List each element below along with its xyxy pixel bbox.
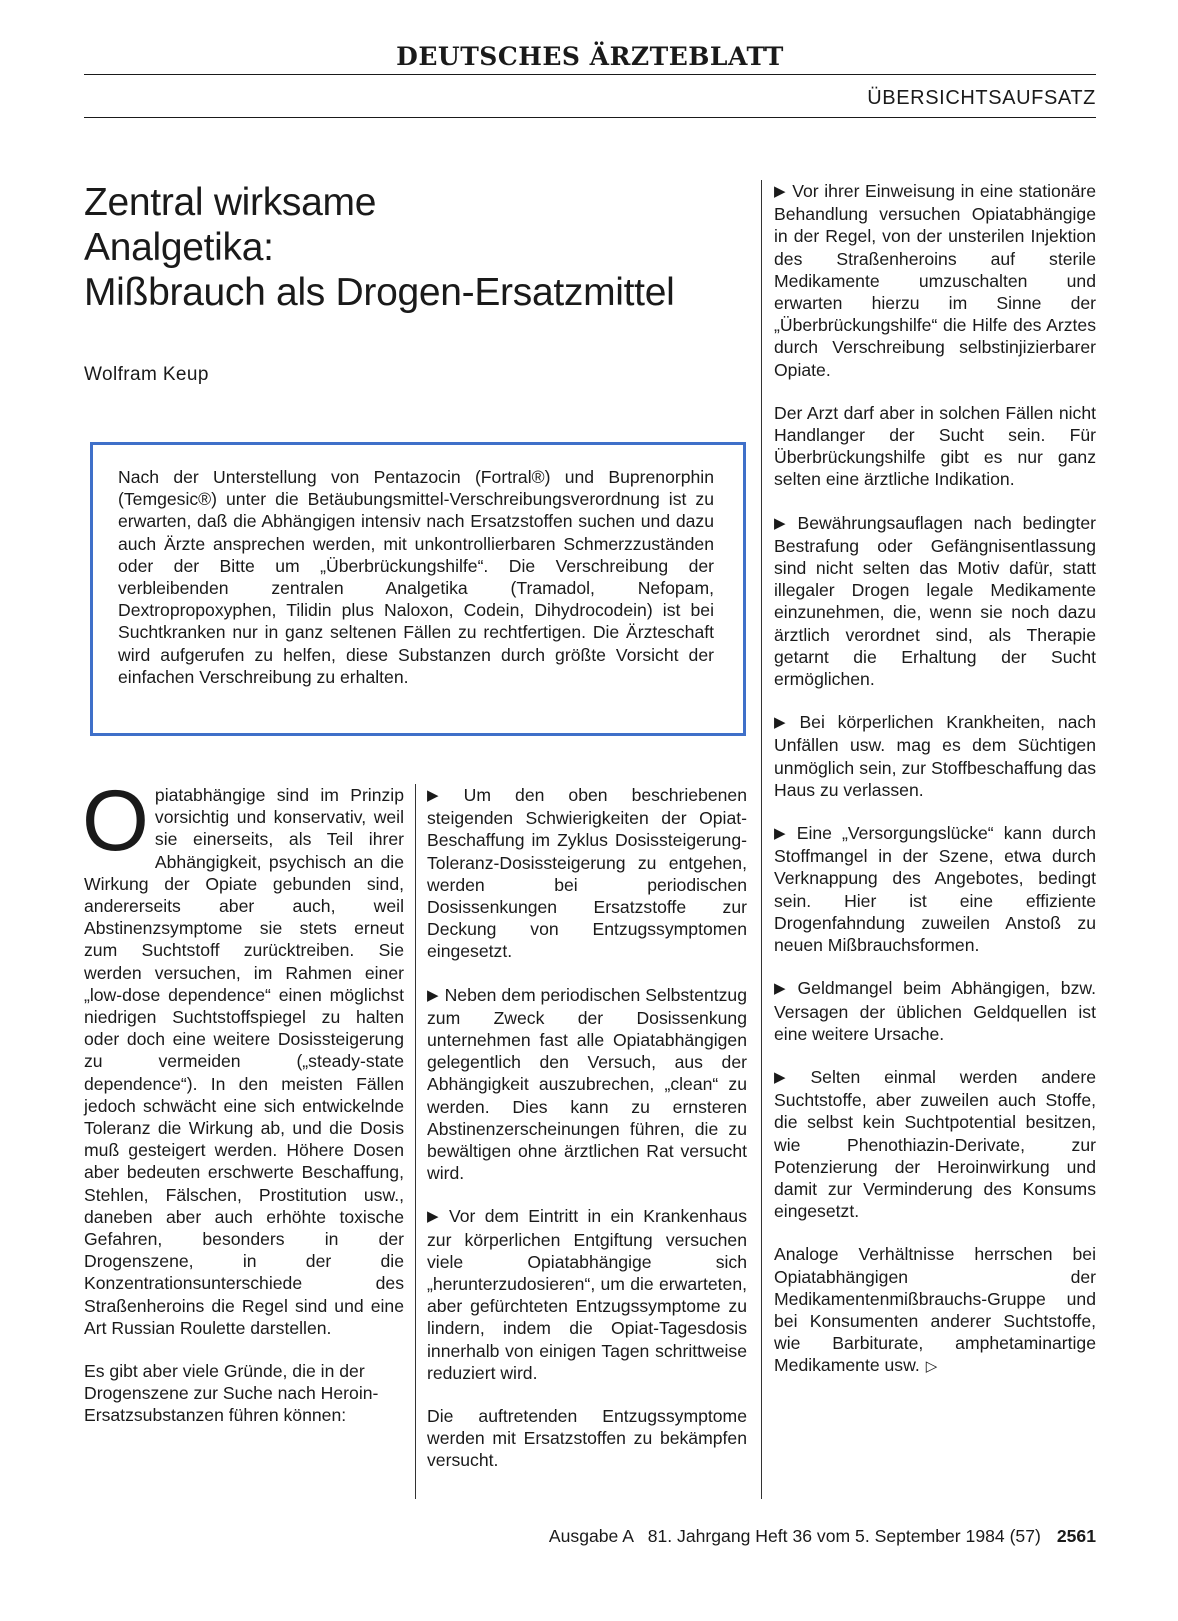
continue-triangle-icon: ▷ <box>925 1358 938 1376</box>
bullet-text: Eine „Versorgungslücke“ kann durch Stoffmangel in der Szene, etwa durch Verknappung des Angebotes, bedingt sein. Hier ist eine effiziente Drogenfahndung zuweilen Anstoß zu neuen Mißbrauchsformen. <box>774 823 1096 956</box>
bullet-paragraph <box>774 822 1096 956</box>
bullet-arrow-icon: ▶ <box>774 980 792 998</box>
bullet-arrow-icon: ▶ <box>774 183 787 200</box>
bullet-text: Vor ihrer Einweisung in eine stationäre Behandlung versuchen Opiatabhängige in der Regel, von der unsterilen Injektion des Straßenheroins auf sterile Medikamente umzuschalten und erwarten hierzu im Sinne der „Überbrückungshilfe“ die Hilfe des Arztes durch Verschreibung selbstinjizierbarer Opiate. <box>774 181 1096 380</box>
header-rule-top <box>84 74 1096 75</box>
section-label: ÜBERSICHTSAUFSATZ <box>867 87 1096 109</box>
bullet-arrow-icon: ▶ <box>427 986 439 1004</box>
intro-text: piatabhängige sind im Prinzip vorsichtig und konservativ, weil sie einerseits, als Teil ihrer Abhängigkeit, psychisch an die Wirkung der Opiate gebunden sind, andererseits aber auch, weil Abstinenzsymptome sie stets erneut zum Suchtstoff zurücktreiben. Sie werden versuchen, im Rahmen einer „low-dose dependence“ einen möglichst niedrigen Suchtstoffspiegel zu halten oder doch eine weitere Dosissteigerung zu vermeiden („steady-state dependence“). In den meisten Fällen jedoch schwächt eine sich entwickelnde Toleranz die Wirkung ab, und die Dosis muß gesteigert werden. Höhere Dosen aber bedeuten erschwerte Beschaffung, Stehlen, Fälschen, Prostitution usw., daneben aber auch erhöhte toxische Gefahren, besonders in der Drogenszene, in der die Konzentrationsunterschiede des Straßenheroins die Regel sind und eine Art Russian Roulette darstellen. <box>84 785 404 1338</box>
bullet-paragraph <box>427 1205 747 1384</box>
column-divider-right <box>761 180 762 1499</box>
column-divider-left <box>415 784 416 1499</box>
bullet-text: Selten einmal werden andere Suchtstoffe, aber zuweilen auch Stoffe, die selbst kein Suchtpotential besitzen, wie Phenothiazin-Derivate, zur Potenzierung der Heroinwirkung und damit zur Verminderung des Konsums eingesetzt. <box>774 1066 1096 1222</box>
bullet-text: Um den oben beschriebenen steigenden Schwierigkeiten der Opiat-Beschaffung im Zyklus Dosissteigerung-Toleranz-Dosissteigerung zu entgehen, werden bei periodischen Dosissenkungen Ersatzstoffe zur Deckung von Entzugssymptomen eingesetzt. <box>427 785 747 962</box>
page-number: 2561 <box>1056 1526 1096 1546</box>
bullet-text: Neben dem periodischen Selbstentzug zum Zweck der Dosissenkung unternehmen fast alle Opiatabhängigen gelegentlich den Versuch, aus der Abhängigkeit auszubrechen, „clean“ zu werden. Dies kann zu ernsteren Abstinenzerscheinungen führen, die zu bewältigen ohne ärztlichen Rat versucht wird. <box>427 984 747 1184</box>
abstract-text <box>118 466 714 688</box>
bullet-arrow-icon: ▶ <box>427 1208 443 1226</box>
bullet-arrow-icon: ▶ <box>774 714 794 732</box>
body-paragraph <box>774 1243 1096 1378</box>
bullet-paragraph <box>774 711 1096 801</box>
body-paragraph: Die auftretenden Entzugssymptome werden mit Ersatzstoffen zu bekämpfen versucht. <box>427 1406 747 1471</box>
journal-masthead: DEUTSCHES ÄRZTEBLATT <box>396 42 784 71</box>
drop-cap: O <box>82 773 149 869</box>
body-column-1 <box>82 773 404 1448</box>
bullet-paragraph <box>774 512 1096 691</box>
bullet-text: Geldmangel beim Abhängigen, bzw. Versagen der üblichen Geldquellen ist eine weitere Ursache. <box>774 978 1096 1044</box>
header-rule-bottom <box>84 117 1096 118</box>
abstract-paragraph: Nach der Unterstellung von Pentazocin (Fortral®) und Buprenorphin (Temgesic®) unter die Betäubungsmittel-Verschreibungsverordnung ist zu erwarten, daß die Abhängigen intensiv nach Ersatzstoffen suchen und dazu auch Ärzte ansprechen werden, mit unkontrollierbaren Schmerzzuständen oder der Bitte um „Überbrückungshilfe“. Die Verschreibung der verbleibenden zentralen Analgetika (Tramadol, Nefopam, Dextropropoxyphen, Tilidin plus Naloxon, Codein, Dihydrocodein) ist bei Suchtkranken nur in ganz seltenen Fällen zu rechtfertigen. Die Ärzteschaft wird aufgerufen zu helfen, diese Substanzen durch größte Vorsicht der einfachen Verschreibung zu erhalten. <box>118 467 714 687</box>
bullet-paragraph <box>427 984 747 1185</box>
bullet-paragraph <box>774 1066 1096 1222</box>
title-line: Mißbrauch als Drogen-Ersatzmittel <box>84 271 675 314</box>
bullet-arrow-icon: ▶ <box>774 514 792 532</box>
issue-info: Ausgabe A 81. Jahrgang Heft 36 vom 5. September 1984 (57) <box>548 1526 1041 1546</box>
bullet-text: Bewährungsauflagen nach bedingter Bestrafung oder Gefängnisentlassung sind nicht selten das Motiv dafür, statt illegaler Drogen legale Medikamente einzunehmen, die, wenn sie noch dazu ärztlich verordnet sind, als Therapie getarnt die Erhaltung der Sucht ermöglichen. <box>774 512 1096 690</box>
intro-paragraph <box>82 773 404 1339</box>
bullet-text: Vor dem Eintritt in ein Krankenhaus zur körperlichen Entgiftung versuchen viele Opiatabhängige sich „herunterzudosieren“, um die erwarteten, aber gefürchteten Entzugssymptome zu lindern, indem die Opiat-Tagesdosis innerhalb von einigen Tagen schrittweise reduziert wird. <box>427 1206 747 1383</box>
bullet-paragraph <box>774 977 1096 1045</box>
body-column-2 <box>427 784 747 1493</box>
body-column-3 <box>774 180 1096 1400</box>
body-paragraph: Der Arzt darf aber in solchen Fällen nicht Handlanger der Sucht sein. Für Überbrückungshilfe gibt es nur ganz selten eine ärztliche Indikation. <box>774 402 1096 490</box>
bullet-text: Bei körperlichen Krankheiten, nach Unfällen usw. mag es dem Süchtigen unmöglich sein, zur Stoffbeschaffung das Haus zu verlassen. <box>774 712 1096 800</box>
bullet-arrow-icon: ▶ <box>774 825 791 843</box>
closing-text: Analoge Verhältnisse herrschen bei Opiatabhängigen der Medikamentenmißbrauchs-Gruppe und bei Konsumenten anderer Suchtstoffe, wie Barbiturate, amphetaminartige Medikamente usw. <box>774 1244 1096 1376</box>
title-line: Analgetika: <box>84 226 274 269</box>
body-paragraph: Es gibt aber viele Gründe, die in der Drogenszene zur Suche nach Heroin-Ersatzsubstanzen führen können: <box>84 1361 379 1426</box>
title-line: Zentral wirksame <box>84 181 377 224</box>
bullet-arrow-icon: ▶ <box>774 1068 805 1086</box>
author-name: Wolfram Keup <box>84 364 209 385</box>
article-title <box>84 180 734 315</box>
bullet-arrow-icon: ▶ <box>427 787 458 804</box>
bullet-paragraph <box>427 784 747 963</box>
page-footer <box>84 1524 1096 1548</box>
bullet-paragraph <box>774 180 1096 381</box>
